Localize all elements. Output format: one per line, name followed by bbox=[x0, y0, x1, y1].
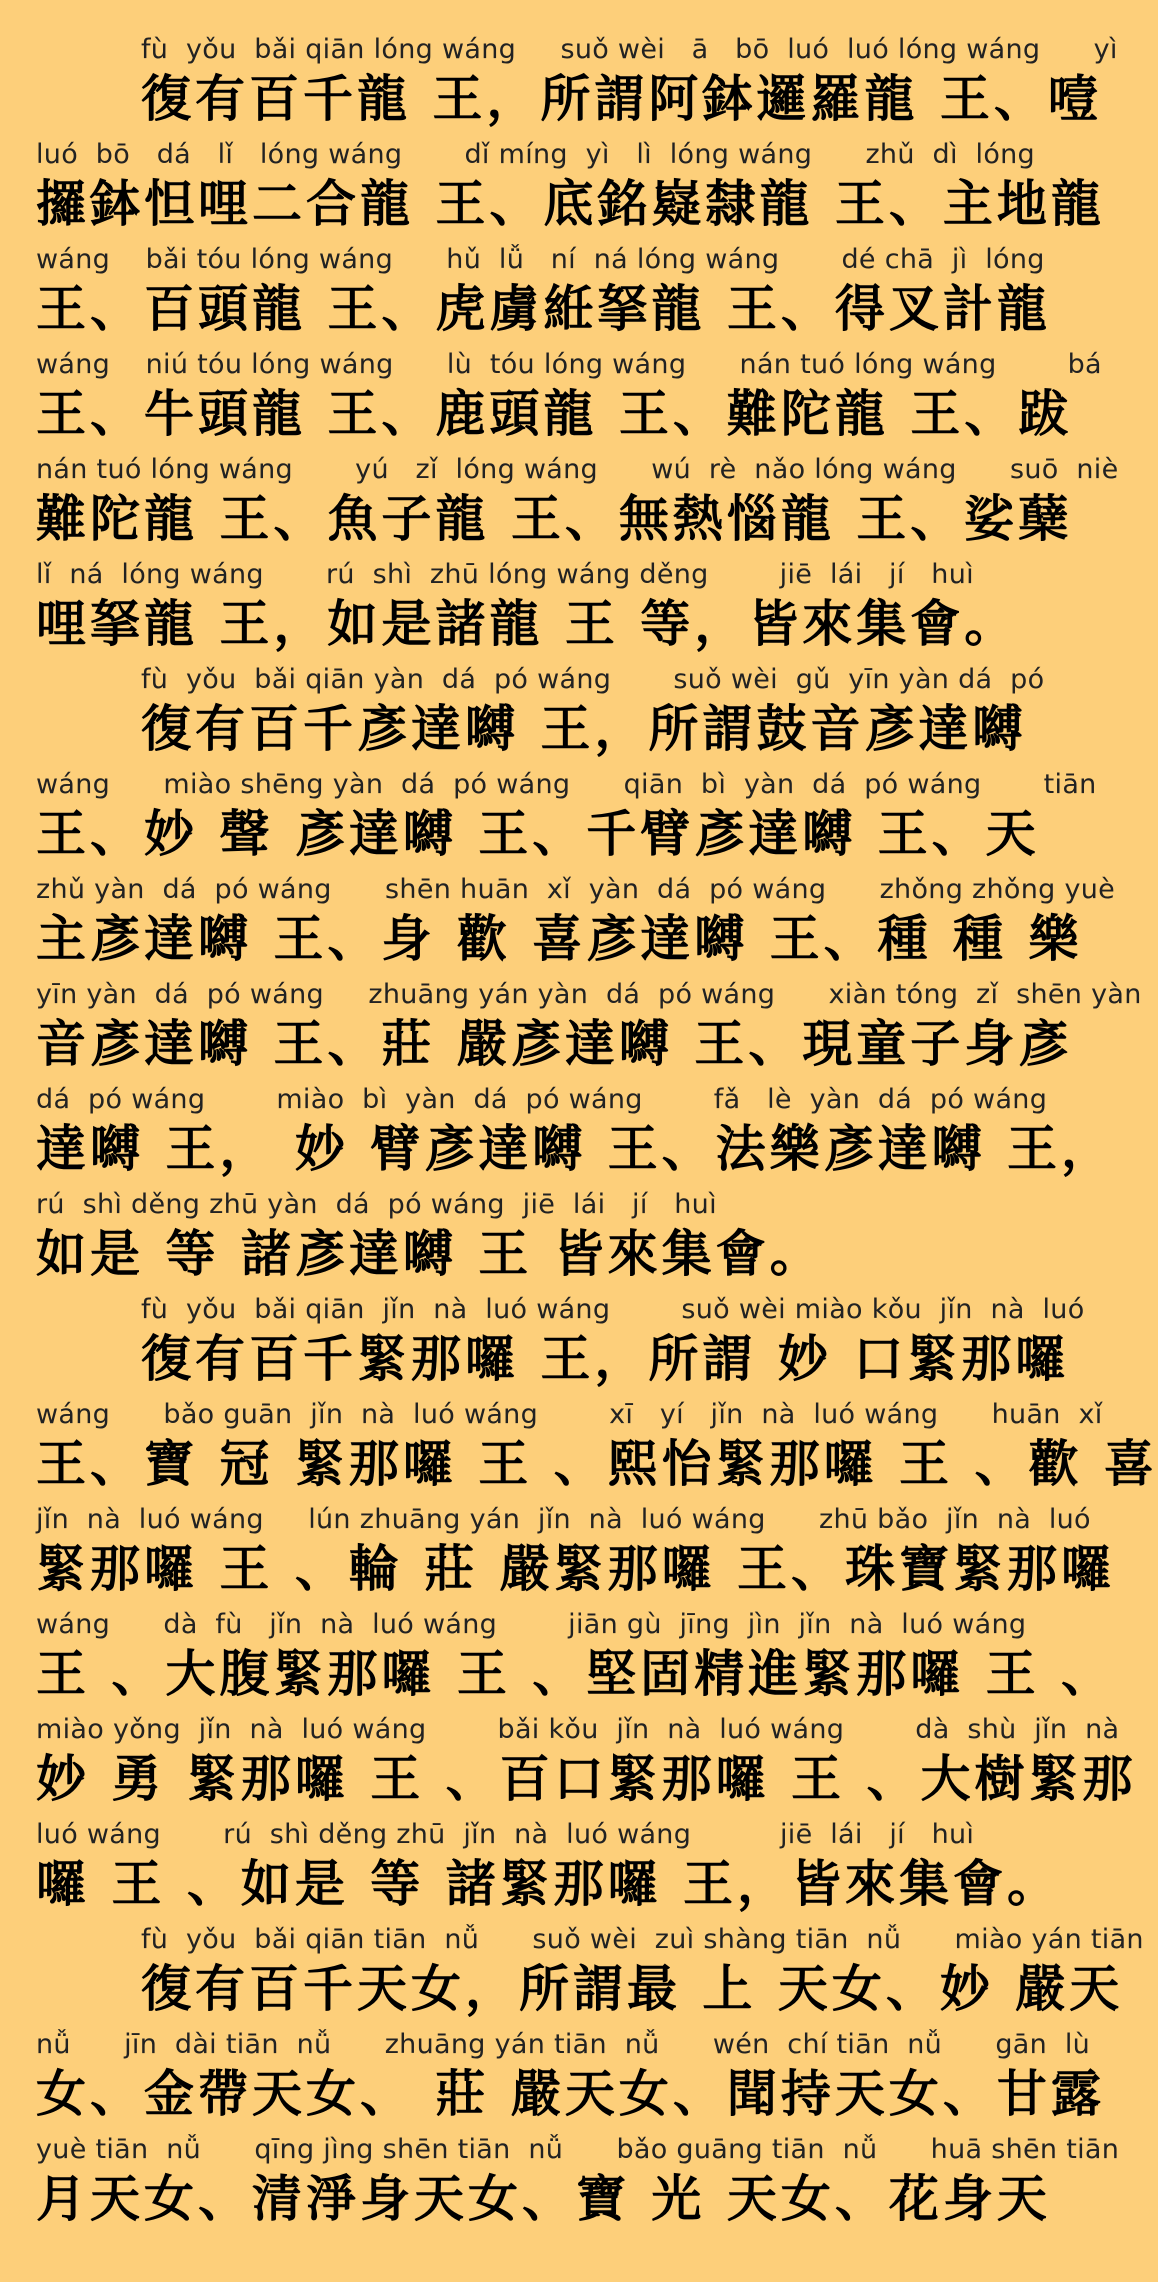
text-line bbox=[36, 872, 1116, 977]
text-line bbox=[36, 1922, 1144, 2027]
chinese-text-line: 王、寶 冠 緊那囉 王 、熙怡緊那囉 王 、歡 喜 bbox=[36, 1435, 1158, 1493]
chinese-text-line: 王 、大腹緊那囉 王 、堅固精進緊那囉 王 、 bbox=[36, 1645, 1116, 1703]
chinese-text-line: 女、金帶天女、 莊 嚴天女、聞持天女、甘露 bbox=[36, 2065, 1105, 2123]
pinyin-line: nán tuó lóng wáng yú zǐ lóng wáng wú rè nǎo lóng wáng suō niè bbox=[36, 454, 1119, 485]
text-line bbox=[36, 1397, 1158, 1502]
text-line bbox=[36, 767, 1097, 872]
text-line bbox=[36, 1187, 1044, 1292]
pinyin-line: fù yǒu bǎi qiān tiān nǚ suǒ wèi zuì shàng tiān nǚ miào yán tiān bbox=[141, 1924, 1144, 1955]
pinyin-line: luó bō dá lǐ lóng wáng dǐ míng yì lì lóng wáng zhǔ dì lóng bbox=[36, 139, 1035, 170]
chinese-text-line: 達嚩 王， 妙 臂彥達嚩 王、法樂彥達嚩 王， bbox=[36, 1120, 1116, 1178]
pinyin-line: zhǔ yàn dá pó wáng shēn huān xǐ yàn dá pó wáng zhǒng zhǒng yuè bbox=[36, 874, 1116, 905]
text-line bbox=[36, 452, 1119, 557]
text-line bbox=[36, 1082, 1116, 1187]
pinyin-line: wáng bǎi tóu lóng wáng hǔ lǚ ní ná lóng wáng dé chā jì lóng bbox=[36, 244, 1045, 275]
chinese-text-line: 王、牛頭龍 王、鹿頭龍 王、難陀龍 王、跋 bbox=[36, 385, 1073, 443]
chinese-text-line: 哩拏龍 王，如是諸龍 王 等，皆來集會。 bbox=[36, 595, 1019, 653]
pinyin-line: fù yǒu bǎi qiān yàn dá pó wáng suǒ wèi gǔ yīn yàn dá pó bbox=[141, 664, 1045, 695]
text-line bbox=[36, 557, 1044, 662]
pinyin-line: rú shì děng zhū yàn dá pó wáng jiē lái jí huì bbox=[36, 1189, 717, 1220]
chinese-text-line: 音彥達嚩 王、莊 嚴彥達嚩 王、現童子身彥 bbox=[36, 1015, 1073, 1073]
chinese-text-line: 攞鉢怛哩二合龍 王、底銘嶷隸龍 王、主地龍 bbox=[36, 175, 1105, 233]
pinyin-line: fù yǒu bǎi qiān lóng wáng suǒ wèi ā bō luó luó lóng wáng yì bbox=[141, 34, 1118, 65]
pinyin-line: lǐ ná lóng wáng rú shì zhū lóng wáng děng jiē lái jí huì bbox=[36, 559, 974, 590]
chinese-text-line: 主彥達嚩 王、身 歡 喜彥達嚩 王、種 種 樂 bbox=[36, 910, 1083, 968]
chinese-text-line: 妙 勇 緊那囉 王 、百口緊那囉 王 、大樹緊那 bbox=[36, 1750, 1137, 1808]
chinese-text-line: 復有百千龍 王，所謂阿鉢邏羅龍 王、噎 bbox=[141, 70, 1102, 128]
pinyin-line: yīn yàn dá pó wáng zhuāng yán yàn dá pó wáng xiàn tóng zǐ shēn yàn bbox=[36, 979, 1142, 1010]
chinese-text-line: 復有百千彥達嚩 王，所謂鼓音彥達嚩 bbox=[141, 700, 1027, 758]
text-line bbox=[36, 662, 1044, 767]
pinyin-line: nǚ jīn dài tiān nǚ zhuāng yán tiān nǚ wén chí tiān nǚ gān lù bbox=[36, 2029, 1091, 2060]
text-line bbox=[36, 1817, 1062, 1922]
text-line bbox=[36, 2132, 1120, 2237]
text-line bbox=[36, 32, 1118, 137]
text-line bbox=[36, 1292, 1085, 1397]
pinyin-line: wáng dà fù jǐn nà luó wáng jiān gù jīng jìn jǐn nà luó wáng bbox=[36, 1609, 1027, 1640]
text-line bbox=[36, 242, 1051, 347]
pinyin-line: fù yǒu bǎi qiān jǐn nà luó wáng suǒ wèi miào kǒu jǐn nà luó bbox=[141, 1294, 1085, 1325]
chinese-text-line: 緊那囉 王 、輪 莊 嚴緊那囉 王、珠寶緊那囉 bbox=[36, 1540, 1116, 1598]
pinyin-line: yuè tiān nǚ qīng jìng shēn tiān nǚ bǎo guāng tiān nǚ huā shēn tiān bbox=[36, 2134, 1120, 2165]
chinese-text-line: 復有百千天女，所謂最 上 天女、妙 嚴天 bbox=[141, 1960, 1124, 2018]
chinese-text-line: 月天女、清淨身天女、寶 光 天女、花身天 bbox=[36, 2170, 1051, 2228]
chinese-text-line: 王、百頭龍 王、虎虜絍拏龍 王、得叉計龍 bbox=[36, 280, 1051, 338]
text-line bbox=[36, 1502, 1116, 1607]
text-line bbox=[36, 137, 1105, 242]
text-line bbox=[36, 1607, 1116, 1712]
text-line bbox=[36, 977, 1142, 1082]
pinyin-line: dá pó wáng miào bì yàn dá pó wáng fǎ lè yàn dá pó wáng bbox=[36, 1084, 1048, 1115]
chinese-text-line: 如是 等 諸彥達嚩 王 皆來集會。 bbox=[36, 1225, 824, 1283]
text-line bbox=[36, 1712, 1137, 1817]
chinese-text-line: 囉 王 、如是 等 諸緊那囉 王，皆來集會。 bbox=[36, 1855, 1062, 1913]
pinyin-line: wáng bǎo guān jǐn nà luó wáng xī yí jǐn nà luó wáng huān xǐ bbox=[36, 1399, 1103, 1430]
pinyin-line: luó wáng rú shì děng zhū jǐn nà luó wáng jiē lái jí huì bbox=[36, 1819, 975, 1850]
pinyin-line: jǐn nà luó wáng lún zhuāng yán jǐn nà luó wáng zhū bǎo jǐn nà luó bbox=[36, 1504, 1091, 1535]
chinese-text-line: 復有百千緊那囉 王，所謂 妙 口緊那囉 bbox=[141, 1330, 1070, 1388]
pinyin-line: wáng miào shēng yàn dá pó wáng qiān bì yàn dá pó wáng tiān bbox=[36, 769, 1097, 800]
chinese-text-line: 王、妙 聲 彥達嚩 王、千臂彥達嚩 王、天 bbox=[36, 805, 1040, 863]
pinyin-line: wáng niú tóu lóng wáng lù tóu lóng wáng nán tuó lóng wáng bá bbox=[36, 349, 1102, 380]
chinese-text-line: 難陀龍 王、魚子龍 王、無熱惱龍 王、娑蘖 bbox=[36, 490, 1073, 548]
text-line bbox=[36, 347, 1102, 452]
pinyin-line: miào yǒng jǐn nà luó wáng bǎi kǒu jǐn nà luó wáng dà shù jǐn nà bbox=[36, 1714, 1120, 1745]
text-line bbox=[36, 2027, 1105, 2132]
